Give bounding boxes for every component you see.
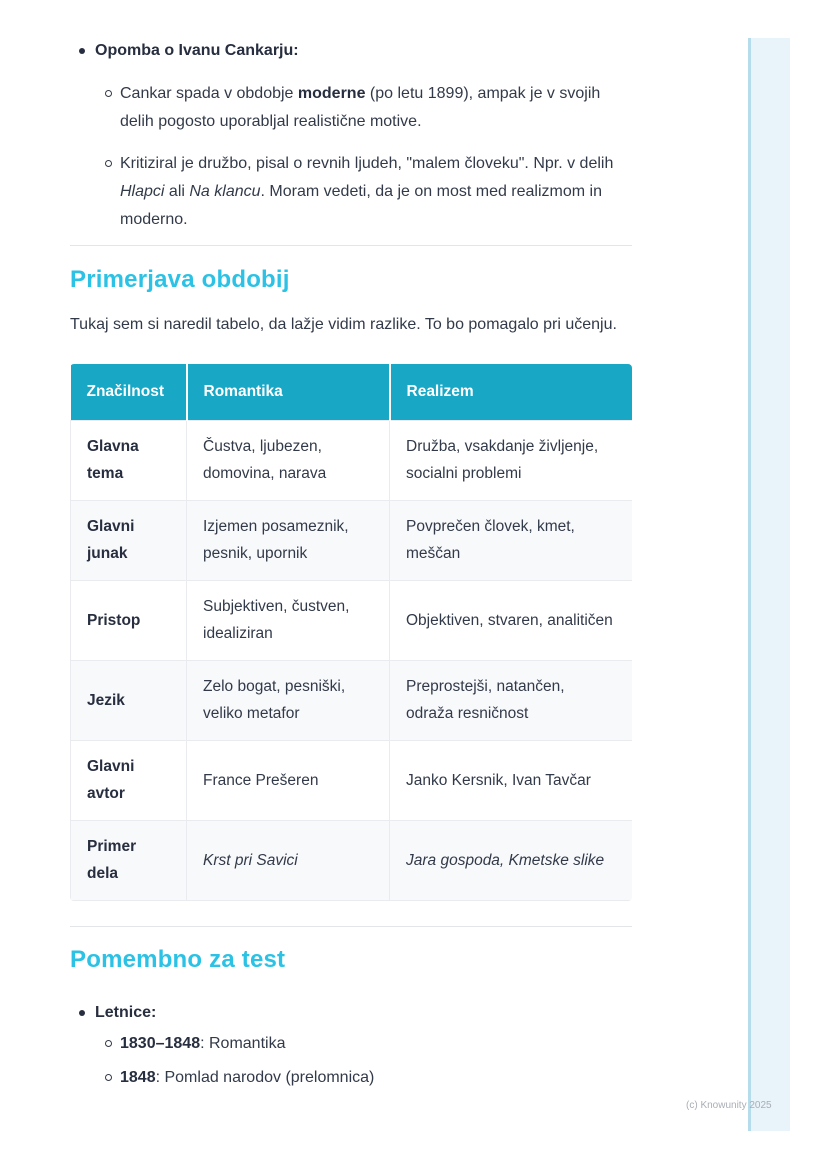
note-list-title [70, 37, 632, 65]
section-divider [70, 926, 632, 927]
realizem-cell: Družba, vsakdanje življenje, socialni problemi [390, 420, 633, 500]
romantika-cell: Subjektiven, čustven, idealiziran [187, 580, 390, 660]
row-label-cell: Jezik [71, 660, 187, 740]
section-divider [70, 245, 632, 246]
header-cell-realizem: Realizem [390, 364, 633, 420]
romantika-cell: Zelo bogat, pesniški, veliko metafor [187, 660, 390, 740]
romantika-cell: Izjemen posameznik, pesnik, upornik [187, 500, 390, 580]
row-label-cell: Primer dela [71, 820, 187, 900]
table-row [71, 420, 633, 500]
copyright-watermark: (c) Knowunity 2025 [686, 1100, 772, 1111]
text-segment: moderne [297, 85, 366, 102]
row-label-cell: Pristop [71, 580, 187, 660]
section-heading-pomembno: Pomembno za test [70, 945, 286, 973]
text-segment: Na klancu [189, 183, 261, 200]
header-cell-znacilnost: Značilnost [71, 364, 187, 420]
comparison-table [70, 364, 632, 901]
list-item [70, 150, 632, 234]
text-segment: 1848 [120, 1068, 156, 1086]
intro-paragraph: Tukaj sem si naredil tabelo, da lažje vidim razlike. To bo pomagalo pri učenju. [70, 316, 617, 333]
document-content [70, 0, 632, 1090]
text-segment: 1830–1848 [120, 1034, 201, 1052]
realizem-cell: Povprečen človek, kmet, meščan [390, 500, 633, 580]
text-segment: . Moram vedeti, da je on most med realizmom in moderno. [120, 183, 602, 228]
test-list-title [70, 1002, 632, 1024]
text-segment: : Romantika [200, 1034, 286, 1052]
realizem-cell: Janko Kersnik, Ivan Tavčar [390, 740, 633, 820]
text-segment: Kritiziral je družbo, pisal o revnih ljudeh, "malem človeku". Npr. v delih [120, 155, 614, 172]
note-title-label: Opomba o Ivanu Cankarju: [95, 42, 299, 59]
realizem-cell: Jara gospoda, Kmetske slike [390, 820, 633, 900]
table-header-row [71, 364, 633, 420]
romantika-cell: Čustva, ljubezen, domovina, narava [187, 420, 390, 500]
table-row [71, 500, 633, 580]
table-row [71, 580, 633, 660]
row-label-cell: Glavna tema [71, 420, 187, 500]
table-row [71, 660, 633, 740]
row-label-cell: Glavni avtor [71, 740, 187, 820]
test-title-label: Letnice: [95, 1003, 157, 1021]
realizem-cell: Objektiven, stvaren, analitičen [390, 580, 633, 660]
list-item [70, 80, 632, 136]
text-segment: (po letu 1899), ampak je v svojih delih pogosto uporabljal realistične motive. [120, 85, 601, 130]
text-segment: ali [164, 183, 190, 200]
table-row [71, 820, 633, 900]
realizem-cell: Preprostejši, natančen, odraža resničnost [390, 660, 633, 740]
text-segment: Hlapci [120, 183, 165, 200]
romantika-cell: France Prešeren [187, 740, 390, 820]
table-row [71, 740, 633, 820]
romantika-cell: Krst pri Savici [187, 820, 390, 900]
list-item [70, 1032, 632, 1056]
section-heading-primerjava: Primerjava obdobij [70, 266, 290, 293]
row-label-cell: Glavni junak [71, 500, 187, 580]
page-edge-accent-bar [748, 38, 790, 1131]
text-segment: Cankar spada v obdobje [120, 85, 298, 102]
text-segment: : Pomlad narodov (prelomnica) [155, 1068, 375, 1086]
header-cell-romantika: Romantika [187, 364, 390, 420]
list-item [70, 1066, 632, 1090]
